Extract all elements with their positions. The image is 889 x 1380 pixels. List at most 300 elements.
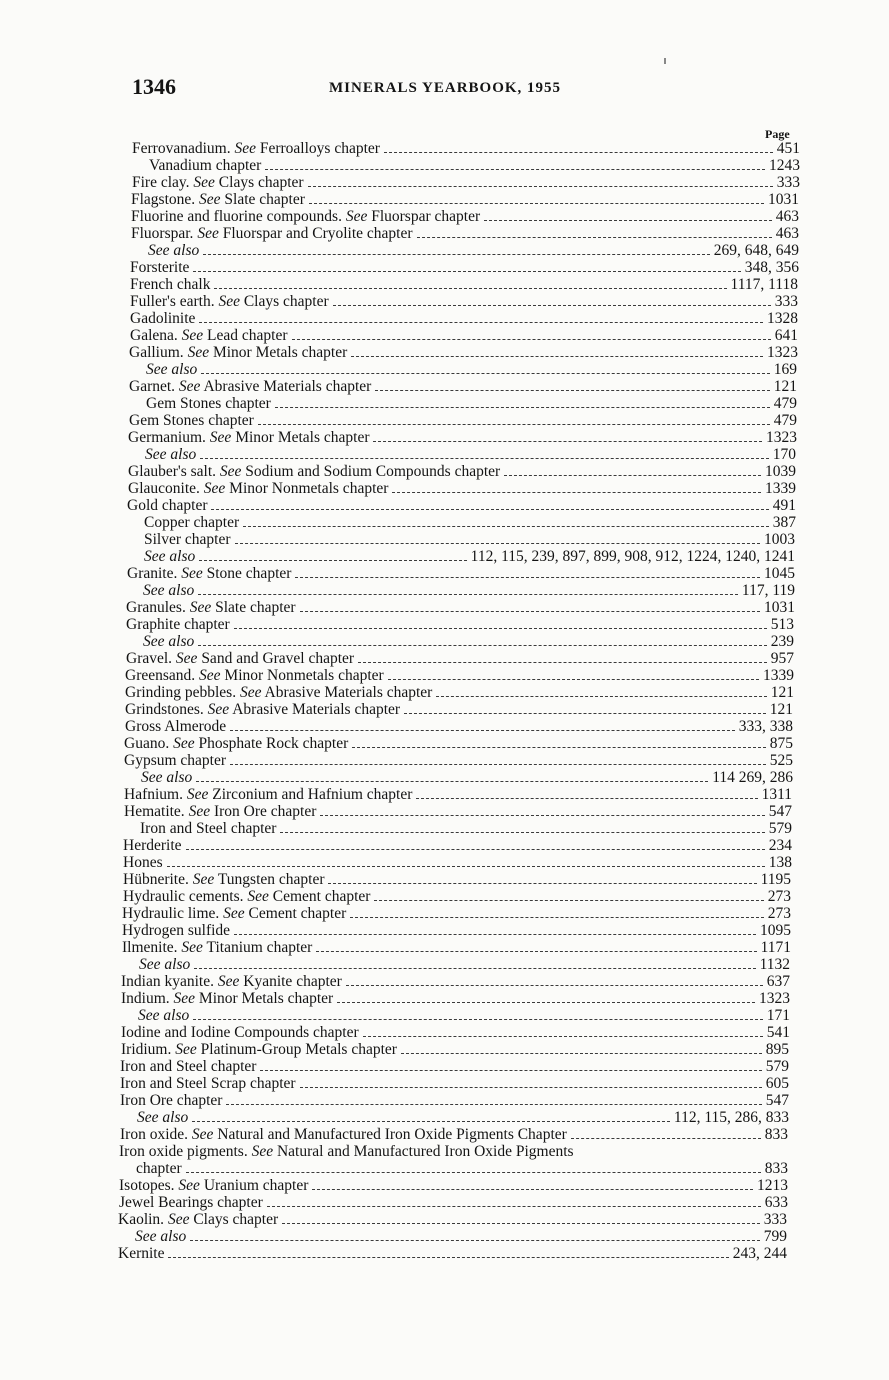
dot-leader — [168, 1245, 728, 1258]
index-entry — [146, 395, 797, 413]
see-reference: See — [192, 871, 215, 888]
entry-term — [119, 1143, 574, 1161]
entry-term — [124, 786, 412, 804]
entry-reference-text: Sand and Gravel chapter — [201, 650, 355, 667]
entry-reference-text: Abrasive Materials chapter — [232, 701, 401, 718]
dot-leader — [194, 956, 755, 969]
entry-term-text: Grindstones. — [125, 701, 204, 718]
dot-leader — [337, 990, 755, 1003]
dot-leader — [193, 259, 740, 272]
index-entry — [120, 1126, 788, 1144]
entry-page-numbers: 333 — [776, 174, 800, 191]
see-reference: See — [193, 174, 215, 191]
index-entry — [145, 446, 796, 464]
dot-leader — [265, 157, 765, 170]
index-entry — [131, 208, 799, 226]
entry-term — [132, 174, 304, 192]
entry-term — [128, 429, 369, 447]
index-entry — [136, 1160, 788, 1178]
entry-term — [126, 650, 354, 668]
entry-term — [132, 140, 380, 158]
entry-reference-text: Lead chapter — [207, 327, 288, 344]
index-entry — [141, 769, 793, 787]
dot-leader — [230, 752, 766, 765]
entry-term — [126, 616, 230, 634]
entry-term-text: Glauber's salt. — [128, 463, 217, 480]
entry-term-text: Iron and Steel chapter — [140, 820, 277, 837]
entry-reference-text: Uranium chapter — [203, 1177, 309, 1194]
entry-term — [118, 1211, 278, 1229]
entry-term — [123, 888, 370, 906]
entry-page-numbers: 1328 — [767, 310, 798, 327]
entry-reference-text: Kyanite chapter — [243, 973, 342, 990]
dot-leader — [384, 140, 773, 153]
index-entry — [130, 327, 798, 345]
index-entry — [143, 633, 794, 651]
index-entry — [119, 1177, 788, 1195]
entry-term — [145, 446, 196, 464]
dot-leader — [282, 1211, 760, 1224]
entry-term-text: Fire clay. — [132, 174, 190, 191]
entry-page-numbers: 169 — [773, 361, 797, 378]
entry-term — [122, 905, 346, 923]
index-entry — [124, 786, 792, 804]
entry-term — [146, 361, 197, 379]
see-reference: See — [175, 650, 198, 667]
see-reference: See — [223, 905, 245, 922]
entry-page-numbers: 833 — [764, 1126, 788, 1143]
entry-reference-text: Abrasive Materials chapter — [264, 684, 433, 701]
entry-term — [136, 1160, 182, 1178]
index-entry — [148, 242, 799, 260]
index-entry — [119, 1194, 788, 1212]
dot-leader — [320, 803, 764, 816]
index-entry — [120, 1092, 789, 1110]
entry-term-text: Indium. — [121, 990, 170, 1007]
entry-page-numbers: 121 — [770, 684, 794, 701]
dot-leader — [416, 786, 757, 799]
entry-term-text: Kernite — [118, 1245, 165, 1262]
dot-leader — [199, 310, 763, 323]
dot-leader — [578, 1144, 784, 1156]
dot-leader — [267, 1194, 761, 1207]
entry-page-numbers: 170 — [772, 446, 796, 463]
entry-term — [125, 718, 226, 736]
entry-reference-text: Clays chapter — [243, 293, 329, 310]
dot-leader — [167, 854, 765, 867]
dot-leader — [388, 667, 759, 680]
index-entry — [128, 480, 796, 498]
entry-term-text: Fluorine and fluorine compounds. — [131, 208, 342, 225]
dot-leader — [328, 871, 756, 884]
page-column-label: Page — [765, 127, 790, 141]
entry-term — [141, 769, 192, 787]
entry-reference-text: Minor Nonmetals chapter — [224, 667, 384, 684]
entry-term — [130, 327, 288, 345]
entry-page-numbers: 1132 — [759, 956, 790, 973]
entry-reference-text: Minor Metals chapter — [235, 429, 370, 446]
index-entry — [125, 701, 793, 719]
dot-leader — [352, 735, 765, 748]
index-entry — [132, 140, 800, 158]
entry-term-text: Iron oxide pigments. — [119, 1143, 248, 1160]
entry-term — [131, 225, 413, 243]
entry-page-numbers: 479 — [773, 412, 797, 429]
see-reference: See also — [148, 242, 200, 259]
see-reference: See — [199, 667, 221, 684]
entry-page-numbers: 1031 — [764, 599, 795, 616]
entry-term — [143, 582, 194, 600]
dot-leader — [346, 973, 763, 986]
dot-leader — [300, 599, 760, 612]
entry-term-text: Flagstone. — [131, 191, 196, 208]
see-reference: See — [217, 973, 240, 990]
index-entry — [128, 429, 797, 447]
index-entry — [131, 225, 799, 243]
entry-term — [124, 803, 316, 821]
entry-term-text: Hones — [123, 854, 163, 871]
entry-term-text: Indian kyanite. — [121, 973, 214, 990]
see-reference: See — [167, 1211, 190, 1228]
see-reference: See — [239, 684, 262, 701]
entry-term-text: Hematite. — [124, 803, 185, 820]
entry-page-numbers: 1339 — [765, 480, 796, 497]
dot-leader — [417, 225, 772, 238]
dot-leader — [374, 888, 763, 901]
entry-reference-text: Minor Metals chapter — [198, 990, 334, 1007]
index-entry — [132, 174, 800, 192]
index-entry — [125, 684, 794, 702]
see-reference: See — [181, 939, 203, 956]
entry-term-text: Glauconite. — [128, 480, 200, 497]
entry-term-text: Jewel Bearings chapter — [119, 1194, 263, 1211]
entry-reference-text: Sodium and Sodium Compounds chapter — [245, 463, 501, 480]
dot-leader — [436, 684, 766, 697]
entry-page-numbers: 547 — [768, 803, 792, 820]
dot-leader — [295, 565, 760, 578]
index-entry — [123, 871, 791, 889]
entry-page-numbers: 463 — [775, 225, 799, 242]
entry-page-numbers: 333, 338 — [738, 718, 793, 735]
entry-page-numbers: 875 — [769, 735, 793, 752]
entry-page-numbers: 1195 — [760, 871, 791, 888]
entry-page-numbers: 513 — [770, 616, 794, 633]
entry-term-text: Herderite — [123, 837, 182, 854]
entry-page-numbers: 547 — [765, 1092, 789, 1109]
entry-reference-text: Cement chapter — [248, 905, 347, 922]
dot-leader — [198, 582, 738, 595]
entry-page-numbers: 121 — [773, 378, 797, 395]
entry-page-numbers: 605 — [765, 1075, 789, 1092]
index-entry — [123, 837, 792, 855]
entry-term-text: Greensand. — [125, 667, 196, 684]
entry-term-text: Gypsum chapter — [124, 752, 227, 769]
see-reference: See — [199, 191, 221, 208]
entry-term-text: Iridium. — [121, 1041, 172, 1058]
see-reference: See also — [143, 633, 195, 650]
entry-term — [144, 548, 195, 566]
entry-term-text: Gallium. — [129, 344, 184, 361]
see-reference: See also — [145, 446, 197, 463]
see-reference: See — [188, 803, 211, 820]
dot-leader — [234, 922, 756, 935]
index-entry — [121, 1024, 790, 1042]
index-entry — [130, 259, 799, 277]
dot-leader — [308, 174, 773, 187]
index-entry — [121, 973, 790, 991]
entry-term — [128, 480, 388, 498]
entry-term-text: Garnet. — [129, 378, 176, 395]
entry-term-text: Silver chapter — [144, 531, 231, 548]
entry-term-text: Fuller's earth. — [130, 293, 215, 310]
dot-leader — [484, 208, 772, 221]
entry-page-numbers: 387 — [772, 514, 796, 531]
index-entry — [130, 276, 798, 294]
see-reference: See — [175, 1041, 197, 1058]
entry-term-text: Gem Stones chapter — [146, 395, 271, 412]
entry-reference-text: Tungsten chapter — [217, 871, 325, 888]
entry-reference-text: Cement chapter — [272, 888, 371, 905]
entry-page-numbers: 333 — [763, 1211, 787, 1228]
entry-term — [123, 837, 182, 855]
page-number: 1346 — [132, 74, 176, 99]
dot-leader — [350, 905, 764, 918]
dot-leader — [404, 701, 766, 714]
dot-leader — [196, 769, 708, 782]
see-reference: See — [203, 480, 226, 497]
entry-term-text: Kaolin. — [118, 1211, 165, 1228]
entry-term-text: Gem Stones chapter — [129, 412, 254, 429]
running-title: MINERALS YEARBOOK, 1955 — [329, 80, 562, 96]
entry-page-numbers: 833 — [764, 1160, 788, 1177]
dot-leader — [275, 395, 770, 408]
see-reference: See — [251, 1143, 274, 1160]
entry-reference-text: Minor Metals chapter — [212, 344, 348, 361]
entry-page-numbers: 579 — [765, 1058, 789, 1075]
index-entry — [144, 531, 795, 549]
entry-term-text: Hafnium. — [124, 786, 183, 803]
entry-page-numbers: 171 — [766, 1007, 790, 1024]
entry-term-text: Iodine and Iodine Compounds chapter — [121, 1024, 359, 1041]
see-reference: See also — [137, 1109, 189, 1126]
index-entry — [130, 293, 798, 311]
see-reference: See — [218, 293, 240, 310]
see-reference: See also — [146, 361, 198, 378]
entry-term — [125, 701, 400, 719]
entry-page-numbers: 1003 — [764, 531, 795, 548]
entry-page-numbers: 637 — [766, 973, 790, 990]
dot-leader — [186, 1160, 761, 1173]
see-reference: See — [178, 1177, 200, 1194]
dot-leader — [316, 939, 756, 952]
see-reference: See also — [141, 769, 193, 786]
see-reference: See — [181, 565, 203, 582]
see-reference: See — [186, 786, 209, 803]
entry-term — [123, 854, 163, 872]
entry-term — [120, 1058, 256, 1076]
dot-leader — [333, 293, 771, 306]
index-entry — [131, 191, 799, 209]
dot-leader — [571, 1126, 761, 1139]
entry-term — [120, 1126, 567, 1144]
index-entry — [122, 922, 791, 940]
entry-term — [130, 259, 189, 277]
entry-term — [124, 735, 348, 753]
index-entry — [130, 310, 798, 328]
see-reference: See — [191, 1126, 214, 1143]
entry-term — [149, 157, 261, 175]
entry-term — [131, 208, 480, 226]
dot-leader — [300, 1075, 762, 1088]
entry-term — [130, 276, 210, 294]
dot-leader — [504, 463, 761, 476]
entry-page-numbers: 1039 — [765, 463, 796, 480]
dot-leader — [243, 514, 769, 527]
entry-term-text: Galena. — [130, 327, 178, 344]
index-entry — [120, 1075, 789, 1093]
entry-term-text: Grinding pebbles. — [125, 684, 237, 701]
entry-term-text: Ferrovanadium. — [132, 140, 231, 157]
dot-leader — [401, 1041, 762, 1054]
entry-page-numbers: 1323 — [766, 429, 797, 446]
entry-term — [121, 973, 342, 991]
index-entry — [120, 1058, 789, 1076]
entry-term-text: Granules. — [126, 599, 186, 616]
entry-page-numbers: 525 — [769, 752, 793, 769]
entry-term-text: French chalk — [130, 276, 211, 293]
index-entry — [129, 344, 798, 362]
entry-term-text: Graphite chapter — [126, 616, 230, 633]
see-reference: See — [178, 378, 201, 395]
entry-page-numbers: 895 — [765, 1041, 789, 1058]
entry-page-numbers: 1045 — [764, 565, 795, 582]
entry-term-text: Iron oxide. — [120, 1126, 189, 1143]
page-header — [132, 74, 802, 104]
margin-mark — [664, 58, 666, 64]
entry-term — [146, 395, 271, 413]
dot-leader — [203, 242, 710, 255]
entry-term — [121, 1024, 359, 1042]
entry-page-numbers: 579 — [768, 820, 792, 837]
entry-term — [130, 310, 195, 328]
entry-page-numbers: 641 — [774, 327, 798, 344]
entry-term-text: Gold chapter — [127, 497, 208, 514]
entry-page-numbers: 451 — [776, 140, 800, 157]
entry-term-text: Copper chapter — [144, 514, 240, 531]
dot-leader — [235, 531, 760, 544]
index-entry — [119, 1143, 788, 1161]
entry-term — [137, 1109, 188, 1127]
entry-page-numbers: 633 — [764, 1194, 788, 1211]
entry-term — [135, 1228, 186, 1246]
index-entry — [135, 1228, 787, 1246]
index-entry — [123, 854, 792, 872]
entry-term-text: Gravel. — [126, 650, 173, 667]
see-reference: See — [219, 463, 242, 480]
entry-term — [131, 191, 305, 209]
entry-page-numbers: 117, 119 — [741, 582, 795, 599]
entry-reference-text: Natural and Manufactured Iron Oxide Pigments Chapter — [217, 1126, 567, 1143]
dot-leader — [186, 837, 765, 850]
see-reference: See — [207, 701, 230, 718]
index-entry — [126, 616, 794, 634]
entry-term — [144, 531, 231, 549]
entry-page-numbers: 491 — [772, 497, 796, 514]
dot-leader — [358, 650, 767, 663]
entry-page-numbers: 1339 — [763, 667, 794, 684]
entry-page-numbers: 121 — [769, 701, 793, 718]
see-reference: See also — [138, 1007, 190, 1024]
dot-leader — [351, 344, 763, 357]
entry-term — [122, 939, 312, 957]
entry-term — [140, 820, 276, 838]
entry-page-numbers: 348, 356 — [744, 259, 799, 276]
see-reference: See also — [144, 548, 196, 565]
index-entry — [144, 514, 796, 532]
entry-term-text: Granite. — [127, 565, 178, 582]
dot-leader — [292, 327, 771, 340]
dot-leader — [226, 1092, 761, 1105]
entry-page-numbers: 799 — [763, 1228, 787, 1245]
entry-page-numbers: 112, 115, 239, 897, 899, 908, 912, 1224, 1240, 1241 — [470, 548, 795, 565]
dot-leader — [375, 378, 769, 391]
entry-term — [121, 990, 333, 1008]
index-entry — [129, 412, 797, 430]
entry-page-numbers: 1171 — [760, 939, 791, 956]
entry-term-text: Iron and Steel Scrap chapter — [120, 1075, 296, 1092]
entry-term — [125, 667, 384, 685]
entry-term-text: Germanium. — [128, 429, 206, 446]
dot-leader — [192, 1109, 670, 1122]
index-entry — [125, 718, 793, 736]
entry-term-text: chapter — [136, 1160, 182, 1177]
entry-page-numbers: 273 — [767, 888, 791, 905]
entry-term-text: Hübnerite. — [123, 871, 189, 888]
entry-reference-text: Phosphate Rock chapter — [198, 735, 349, 752]
entry-term — [119, 1194, 263, 1212]
see-reference: See — [234, 140, 256, 157]
index-entry — [122, 905, 791, 923]
see-reference: See — [181, 327, 204, 344]
entry-term — [129, 344, 347, 362]
index-entry — [118, 1211, 787, 1229]
entry-term — [148, 242, 199, 260]
entry-term — [127, 565, 291, 583]
entry-reference-text: Fluorspar and Cryolite chapter — [222, 225, 413, 242]
entry-term — [125, 684, 432, 702]
entry-term-text: Hydraulic lime. — [122, 905, 220, 922]
see-reference: See — [173, 990, 196, 1007]
see-reference: See — [345, 208, 368, 225]
entry-term — [129, 378, 371, 396]
entry-term-text: Hydraulic cements. — [123, 888, 244, 905]
entry-term-text: Fluorspar. — [131, 225, 194, 242]
entry-term — [143, 633, 194, 651]
index-entry — [138, 1007, 790, 1025]
index-entry — [137, 1109, 789, 1127]
index-entry — [122, 939, 791, 957]
entry-term-text: Ilmenite. — [122, 939, 178, 956]
entry-term — [128, 463, 500, 481]
entry-reference-text: Clays chapter — [193, 1211, 279, 1228]
entry-term-text: Guano. — [124, 735, 170, 752]
entry-term — [126, 599, 296, 617]
entry-reference-text: Slate chapter — [215, 599, 296, 616]
entry-page-numbers: 1095 — [760, 922, 791, 939]
entry-reference-text: Minor Nonmetals chapter — [229, 480, 389, 497]
entry-reference-text: Iron Ore chapter — [213, 803, 317, 820]
entry-term — [121, 1041, 397, 1059]
